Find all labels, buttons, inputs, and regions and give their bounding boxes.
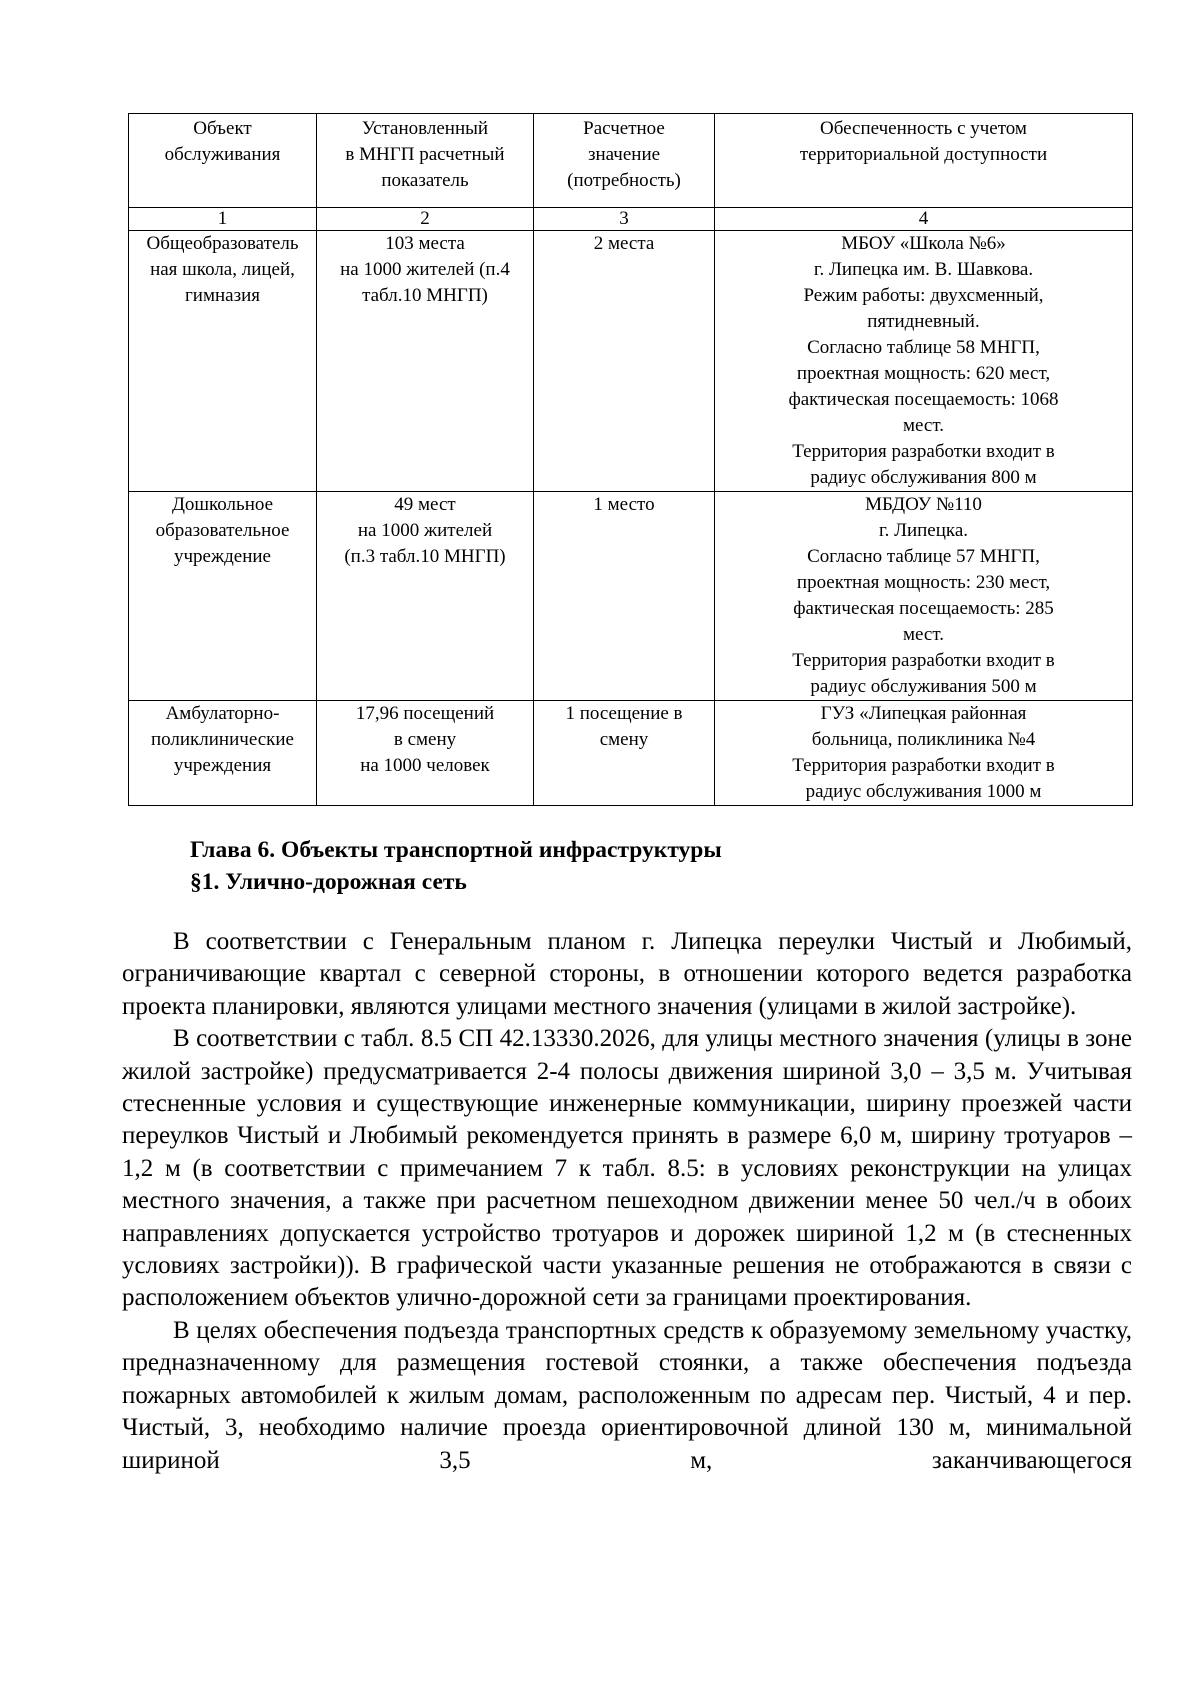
header-cell-norm — [317, 114, 534, 208]
paragraph: В целях обеспечения подъезда транспортных средств к образуемому земельному участку, предназначенному для размещения гостевой стоянки, а также обеспечения подъезда пожарных автомобилей к жилым домам, расположенным по адресам пер. Чистый, 4 и пер. Чистый, 3, необходимо наличие проезда ориентировочной длиной 130 м, минимальной шириной 3,5 м, заканчивающегося — [122, 1316, 1132, 1474]
header-cell-provision — [715, 114, 1133, 208]
cell-provision — [715, 492, 1133, 701]
cell-line: проектная мощность: 230 мест, — [796, 572, 1051, 593]
header-line: показатель — [381, 170, 469, 191]
column-number-row — [129, 208, 1133, 231]
cell-object — [129, 231, 317, 492]
cell-line: МБДОУ №110 — [865, 494, 982, 515]
cell-line: фактическая посещаемость: 1068 — [788, 389, 1059, 410]
cell-provision — [715, 231, 1133, 492]
cell-line: Территория разработки входит в — [792, 650, 1055, 671]
header-cell-object — [129, 114, 317, 208]
cell-line: проектная мощность: 620 мест, — [796, 363, 1051, 384]
cell-line: фактическая посещаемость: 285 — [793, 598, 1054, 619]
table-row-school — [129, 231, 1133, 492]
cell-line: 49 мест — [394, 494, 456, 515]
header-line: Обеспеченность с учетом — [820, 118, 1027, 139]
cell-line: 2 места — [593, 233, 655, 254]
cell-line: в смену — [393, 729, 457, 750]
cell-line: радиус обслуживания 500 м — [810, 676, 1037, 697]
cell-line: на 1000 жителей (п.4 — [340, 259, 510, 280]
cell-norm — [317, 492, 534, 701]
cell-line: пятидневный. — [867, 311, 980, 332]
cell-line: на 1000 человек — [360, 755, 490, 776]
header-line: (потребность) — [567, 170, 681, 191]
header-line: в МНГП расчетный — [345, 144, 505, 165]
header-line: территориальной доступности — [799, 144, 1048, 165]
cell-line: радиус обслуживания 1000 м — [805, 781, 1042, 802]
cell-line: МБОУ «Школа №6» — [841, 233, 1006, 254]
cell-line: Согласно таблице 58 МНГП, — [807, 337, 1040, 358]
header-cell-need — [534, 114, 715, 208]
section-title: §1. Улично-дорожная сеть — [190, 869, 467, 895]
cell-line: 103 места — [385, 233, 465, 254]
service-provision-table — [128, 113, 1133, 806]
cell-norm — [317, 701, 534, 806]
header-line: значение — [587, 144, 661, 165]
header-line: обслуживания — [164, 144, 281, 165]
cell-line: гимназия — [185, 285, 260, 306]
cell-line: Дошкольное — [171, 494, 274, 515]
column-number: 2 — [317, 208, 534, 231]
cell-line: 17,96 посещений — [355, 703, 495, 724]
cell-line: смену — [599, 729, 649, 750]
header-line: Установленный — [361, 118, 489, 139]
column-number: 3 — [534, 208, 715, 231]
cell-line: ная школа, лицей, — [150, 259, 295, 280]
table-row-kindergarten — [129, 492, 1133, 701]
header-line: Расчетное — [583, 118, 665, 139]
cell-need — [534, 701, 715, 806]
cell-line: (п.3 табл.10 МНГП) — [344, 546, 506, 567]
paragraph: В соответствии с табл. 8.5 СП 42.13330.2026, для улицы местного значения (улицы в зоне жилой застройке) предусматривается 2-4 полосы движения шириной 3,0 – 3,5 м. Учитывая стесненные условия и существующие инженерные коммуникации, ширину проезжей части переулков Чистый и Любимый рекомендуется принять в размере 6,0 м, ширину тротуаров – 1,2 м (в соответствии с примечанием 7 к табл. 8.5: в условиях реконструкции на улицах местного значения, а также при расчетном пешеходном движении менее 50 чел./ч в обоих направлениях допускается устройство тротуаров и дорожек шириной 1,2 м (в стесненных условиях застройки)). В графической части указанные решения не отображаются в связи с расположением объектов улично-дорожной сети за границами проектирования. — [122, 1025, 1132, 1312]
cell-line: образовательное — [155, 520, 290, 541]
cell-line: Общеобразователь — [146, 233, 299, 254]
cell-line: 1 посещение в — [565, 703, 683, 724]
cell-need — [534, 492, 715, 701]
cell-line: Амбулаторно- — [165, 703, 280, 724]
cell-line: Режим работы: двухсменный, — [803, 285, 1044, 306]
cell-line: ГУЗ «Липецкая районная — [820, 703, 1027, 724]
cell-line: табл.10 МНГП) — [362, 285, 488, 306]
cell-need — [534, 231, 715, 492]
cell-line: Территория разработки входит в — [792, 755, 1055, 776]
cell-object — [129, 492, 317, 701]
cell-line: поликлинические — [150, 729, 294, 750]
cell-line: г. Липецка им. В. Шавкова. — [813, 259, 1034, 280]
cell-line: Территория разработки входит в — [792, 441, 1055, 462]
cell-line: мест. — [903, 624, 944, 645]
cell-line: г. Липецка. — [878, 520, 969, 541]
chapter-title: Глава 6. Объекты транспортной инфраструктуры — [190, 837, 722, 863]
column-number: 1 — [129, 208, 317, 231]
column-number: 4 — [715, 208, 1133, 231]
cell-line: 1 место — [593, 494, 655, 515]
cell-object — [129, 701, 317, 806]
cell-line: радиус обслуживания 800 м — [810, 467, 1037, 488]
cell-line: больница, поликлиника №4 — [811, 729, 1036, 750]
cell-norm — [317, 231, 534, 492]
table-row-clinic — [129, 701, 1133, 806]
table-header-row — [129, 114, 1133, 208]
cell-line: учреждение — [174, 546, 271, 567]
cell-line: на 1000 жителей — [357, 520, 493, 541]
cell-provision — [715, 701, 1133, 806]
header-line: Объект — [193, 118, 252, 139]
cell-line: Согласно таблице 57 МНГП, — [807, 546, 1040, 567]
cell-line: учреждения — [173, 755, 272, 776]
cell-line: мест. — [903, 415, 944, 436]
body-text — [122, 926, 1132, 1477]
paragraph: В соответствии с Генеральным планом г. Липецка переулки Чистый и Любимый, ограничивающие квартал с северной стороны, в отношении которого ведется разработка проекта планировки, являются улицами местного значения (улицами в жилой застройке). — [122, 928, 1132, 1020]
